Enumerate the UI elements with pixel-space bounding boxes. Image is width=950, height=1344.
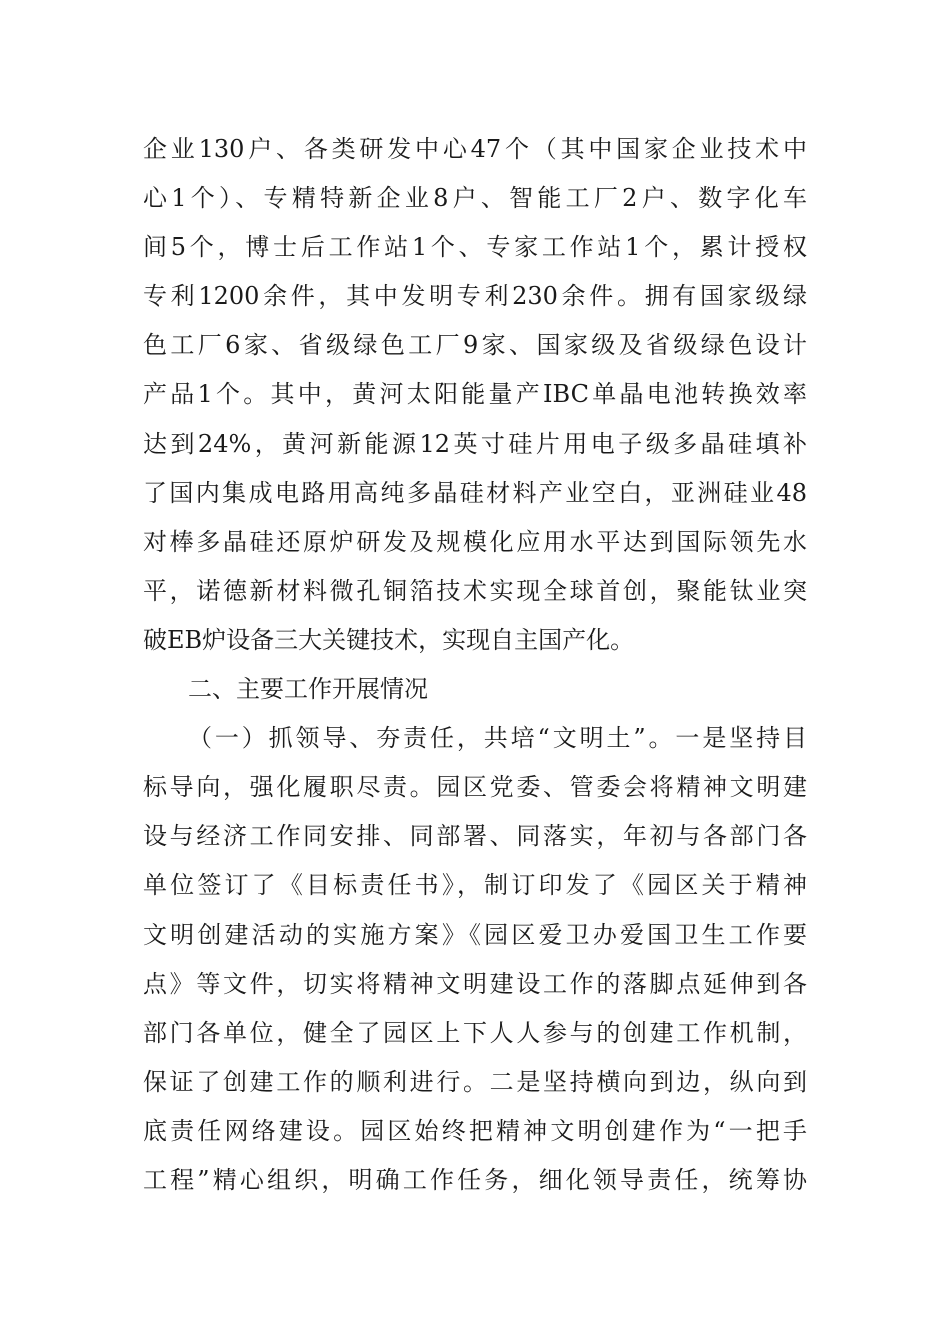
text-line: 产品1个。其中，黄河太阳能量产IBC单晶电池转换效率 bbox=[143, 380, 807, 409]
text-line: 对棒多晶硅还原炉研发及规模化应用水平达到国际领先水 bbox=[143, 527, 807, 556]
text-line: 标导向，强化履职尽责。园区党委、管委会将精神文明建 bbox=[143, 773, 807, 802]
text-line: 专利1200余件，其中发明专利230余件。拥有国家级绿 bbox=[143, 282, 807, 311]
text-line: 达到24%，黄河新能源12英寸硅片用电子级多晶硅填补 bbox=[143, 429, 807, 458]
text-line: 底责任网络建设。园区始终把精神文明创建作为“一把手 bbox=[143, 1116, 807, 1145]
paragraph-enterprise-stats bbox=[143, 125, 807, 665]
text-line: 企业130户、各类研发中心47个（其中国家企业技术中 bbox=[143, 135, 807, 163]
text-line: 保证了创建工作的顺利进行。二是坚持横向到边，纵向到 bbox=[143, 1067, 807, 1096]
text-line: 色工厂6家、省级绿色工厂9家、国家级及省级绿色设计 bbox=[143, 331, 807, 360]
document-body bbox=[143, 125, 807, 1205]
text-line: 部门各单位，健全了园区上下人人参与的创建工作机制， bbox=[143, 1018, 807, 1047]
text-line: 单位签订了《目标责任书》，制订印发了《园区关于精神 bbox=[143, 871, 807, 900]
text-line: 了国内集成电路用高纯多晶硅材料产业空白，亚洲硅业48 bbox=[143, 478, 807, 507]
section-heading: 二、主要工作开展情况 bbox=[188, 675, 428, 704]
text-line: （一）抓领导、夯责任，共培“文明土”。一是坚持目 bbox=[188, 724, 807, 753]
paragraph-leadership-responsibility bbox=[143, 714, 807, 1205]
text-line: 平，诺德新材料微孔铜箔技术实现全球首创，聚能钛业突 bbox=[143, 576, 807, 605]
text-line: 心1个）、专精特新企业8户、智能工厂2户、数字化车 bbox=[143, 184, 807, 213]
text-line: 间5个，博士后工作站1个、专家工作站1个，累计授权 bbox=[143, 233, 807, 262]
text-line: 设与经济工作同安排、同部署、同落实，年初与各部门各 bbox=[143, 822, 807, 851]
text-line: 点》等文件，切实将精神文明建设工作的落脚点延伸到各 bbox=[143, 969, 807, 998]
text-line: 文明创建活动的实施方案》《园区爱卫办爱国卫生工作要 bbox=[143, 920, 807, 949]
text-line: 破EB炉设备三大关键技术，实现自主国产化。 bbox=[143, 625, 635, 654]
text-line: 工程”精心组织，明确工作任务，细化领导责任，统筹协 bbox=[143, 1165, 807, 1194]
